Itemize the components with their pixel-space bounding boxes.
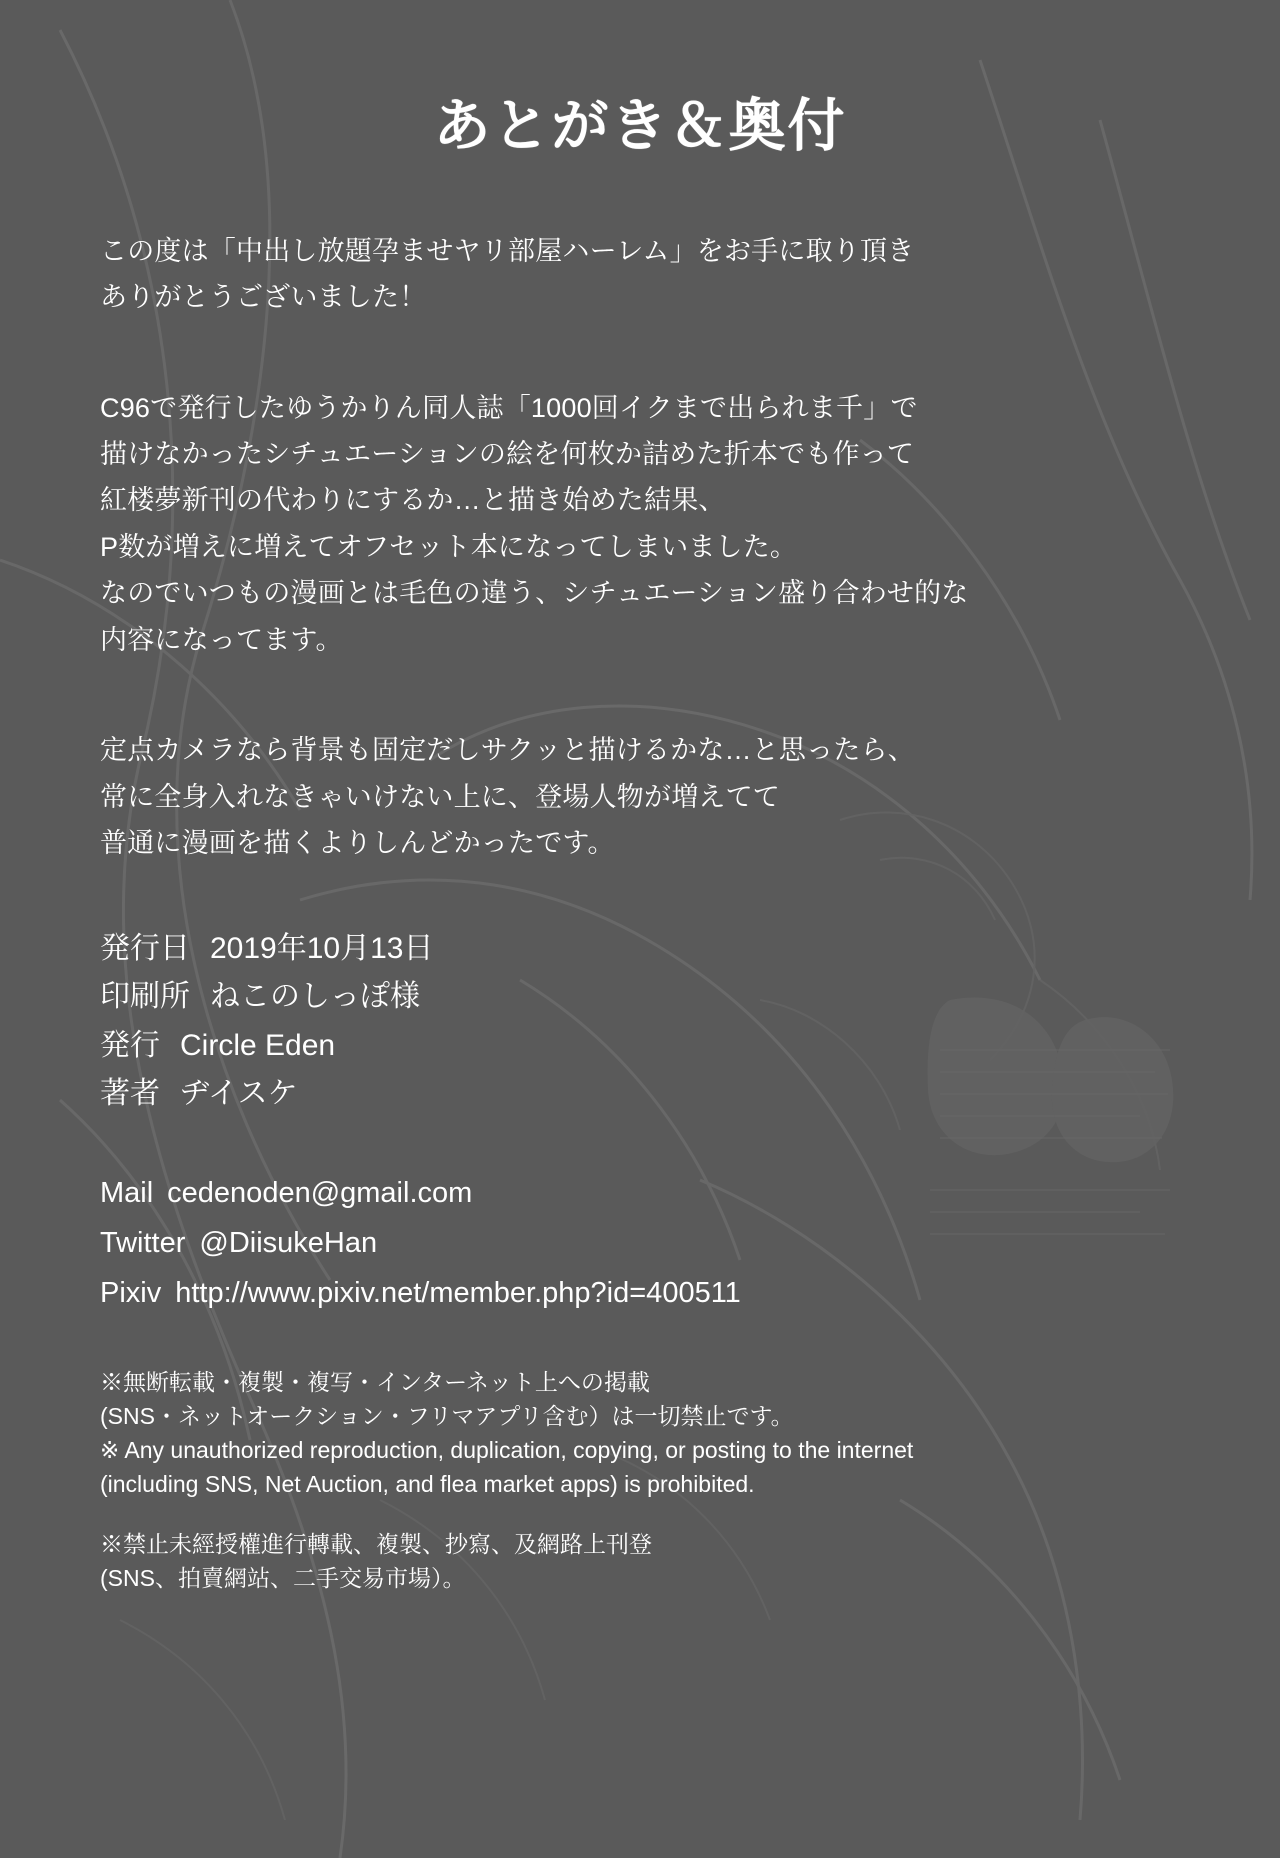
text-line: (including SNS, Net Auction, and flea market apps) is prohibited. xyxy=(100,1470,755,1497)
text-line: ※無断転載・複製・複写・インターネット上への掲載 xyxy=(100,1368,650,1395)
colophon-row-printer xyxy=(100,973,1180,1022)
page-title: あとがき＆奥付 xyxy=(433,94,847,158)
contact-value-twitter[interactable]: @DiisukeHan xyxy=(199,1226,378,1259)
spacer xyxy=(100,355,1180,385)
colophon-value: ヂイスケ xyxy=(180,1077,298,1111)
notice-japanese xyxy=(100,1365,1180,1501)
colophon-row-publication-date xyxy=(100,925,1180,974)
colophon-value: ねこのしっぽ様 xyxy=(210,980,420,1014)
contact-row-pixiv xyxy=(100,1269,1180,1319)
colophon-label: 発行 xyxy=(100,1028,160,1062)
text-line: ありがとうございました！ xyxy=(100,282,427,313)
text-line: 普通に漫画を描くよりしんどかったです。 xyxy=(100,828,615,859)
contact-value-pixiv[interactable]: http://www.pixiv.net/member.php?id=400511 xyxy=(175,1276,741,1309)
text-line: P数が増えに増えてオフセット本になってしまいました。 xyxy=(100,531,798,562)
contact-label: Mail xyxy=(100,1176,154,1209)
contact-row-mail xyxy=(100,1169,1180,1219)
colophon-row-author xyxy=(100,1070,1180,1119)
text-line: 定点カメラなら背景も固定だしサクッと描けるかな…と思ったら、 xyxy=(100,735,915,766)
colophon-label: 著者 xyxy=(100,1077,160,1111)
colophon-label: 印刷所 xyxy=(100,980,190,1014)
colophon-row-publisher xyxy=(100,1022,1180,1071)
colophon-value: Circle Eden xyxy=(180,1028,336,1062)
contact-row-twitter xyxy=(100,1219,1180,1269)
text-line: 常に全身入れなきゃいけない上に、登場人物が増えてて xyxy=(100,781,780,812)
text-line: (SNS、拍賣網站、二手交易市場）。 xyxy=(100,1564,466,1591)
text-line: ※ Any unauthorized reproduction, duplication, copying, or posting to the internet xyxy=(100,1436,914,1463)
text-line: (SNS・ネットオークション・フリマアプリ含む）は一切禁止です。 xyxy=(100,1402,794,1429)
copyright-notice xyxy=(100,1365,1180,1595)
text-line: なのでいつもの漫画とは毛色の違う、シチュエーション盛り合わせ的な xyxy=(100,578,969,609)
text-line: この度は「中出し放題孕ませヤリ部屋ハーレム」をお手に取り頂き xyxy=(100,235,915,266)
afterword-paragraph-2 xyxy=(100,385,1180,664)
text-line: ※禁止未經授權進行轉載、複製、抄寫、及網路上刊登 xyxy=(100,1530,652,1557)
text-line: 紅楼夢新刊の代わりにするか…と描き始めた結果、 xyxy=(100,485,726,516)
contact-value-mail[interactable]: cedenoden@gmail.com xyxy=(167,1176,473,1209)
spacer xyxy=(100,697,1180,727)
text-line: 描けなかったシチュエーションの絵を何枚か詰めた折本でも作って xyxy=(100,439,915,469)
text-line: C96で発行したゆうかりん同人誌「1000回イクまで出られま千」で xyxy=(100,392,918,423)
colophon-block xyxy=(100,925,1180,1119)
afterword-paragraph-3 xyxy=(100,727,1180,866)
contact-label: Pixiv xyxy=(100,1276,162,1309)
notice-chinese xyxy=(100,1527,1180,1595)
text-line: 内容になってます。 xyxy=(100,624,343,655)
colophon-value: 2019年10月13日 xyxy=(210,931,434,965)
contact-block xyxy=(100,1169,1180,1319)
contact-label: Twitter xyxy=(100,1226,186,1259)
colophon-label: 発行日 xyxy=(100,931,190,965)
afterword-paragraph-1 xyxy=(100,228,1180,321)
